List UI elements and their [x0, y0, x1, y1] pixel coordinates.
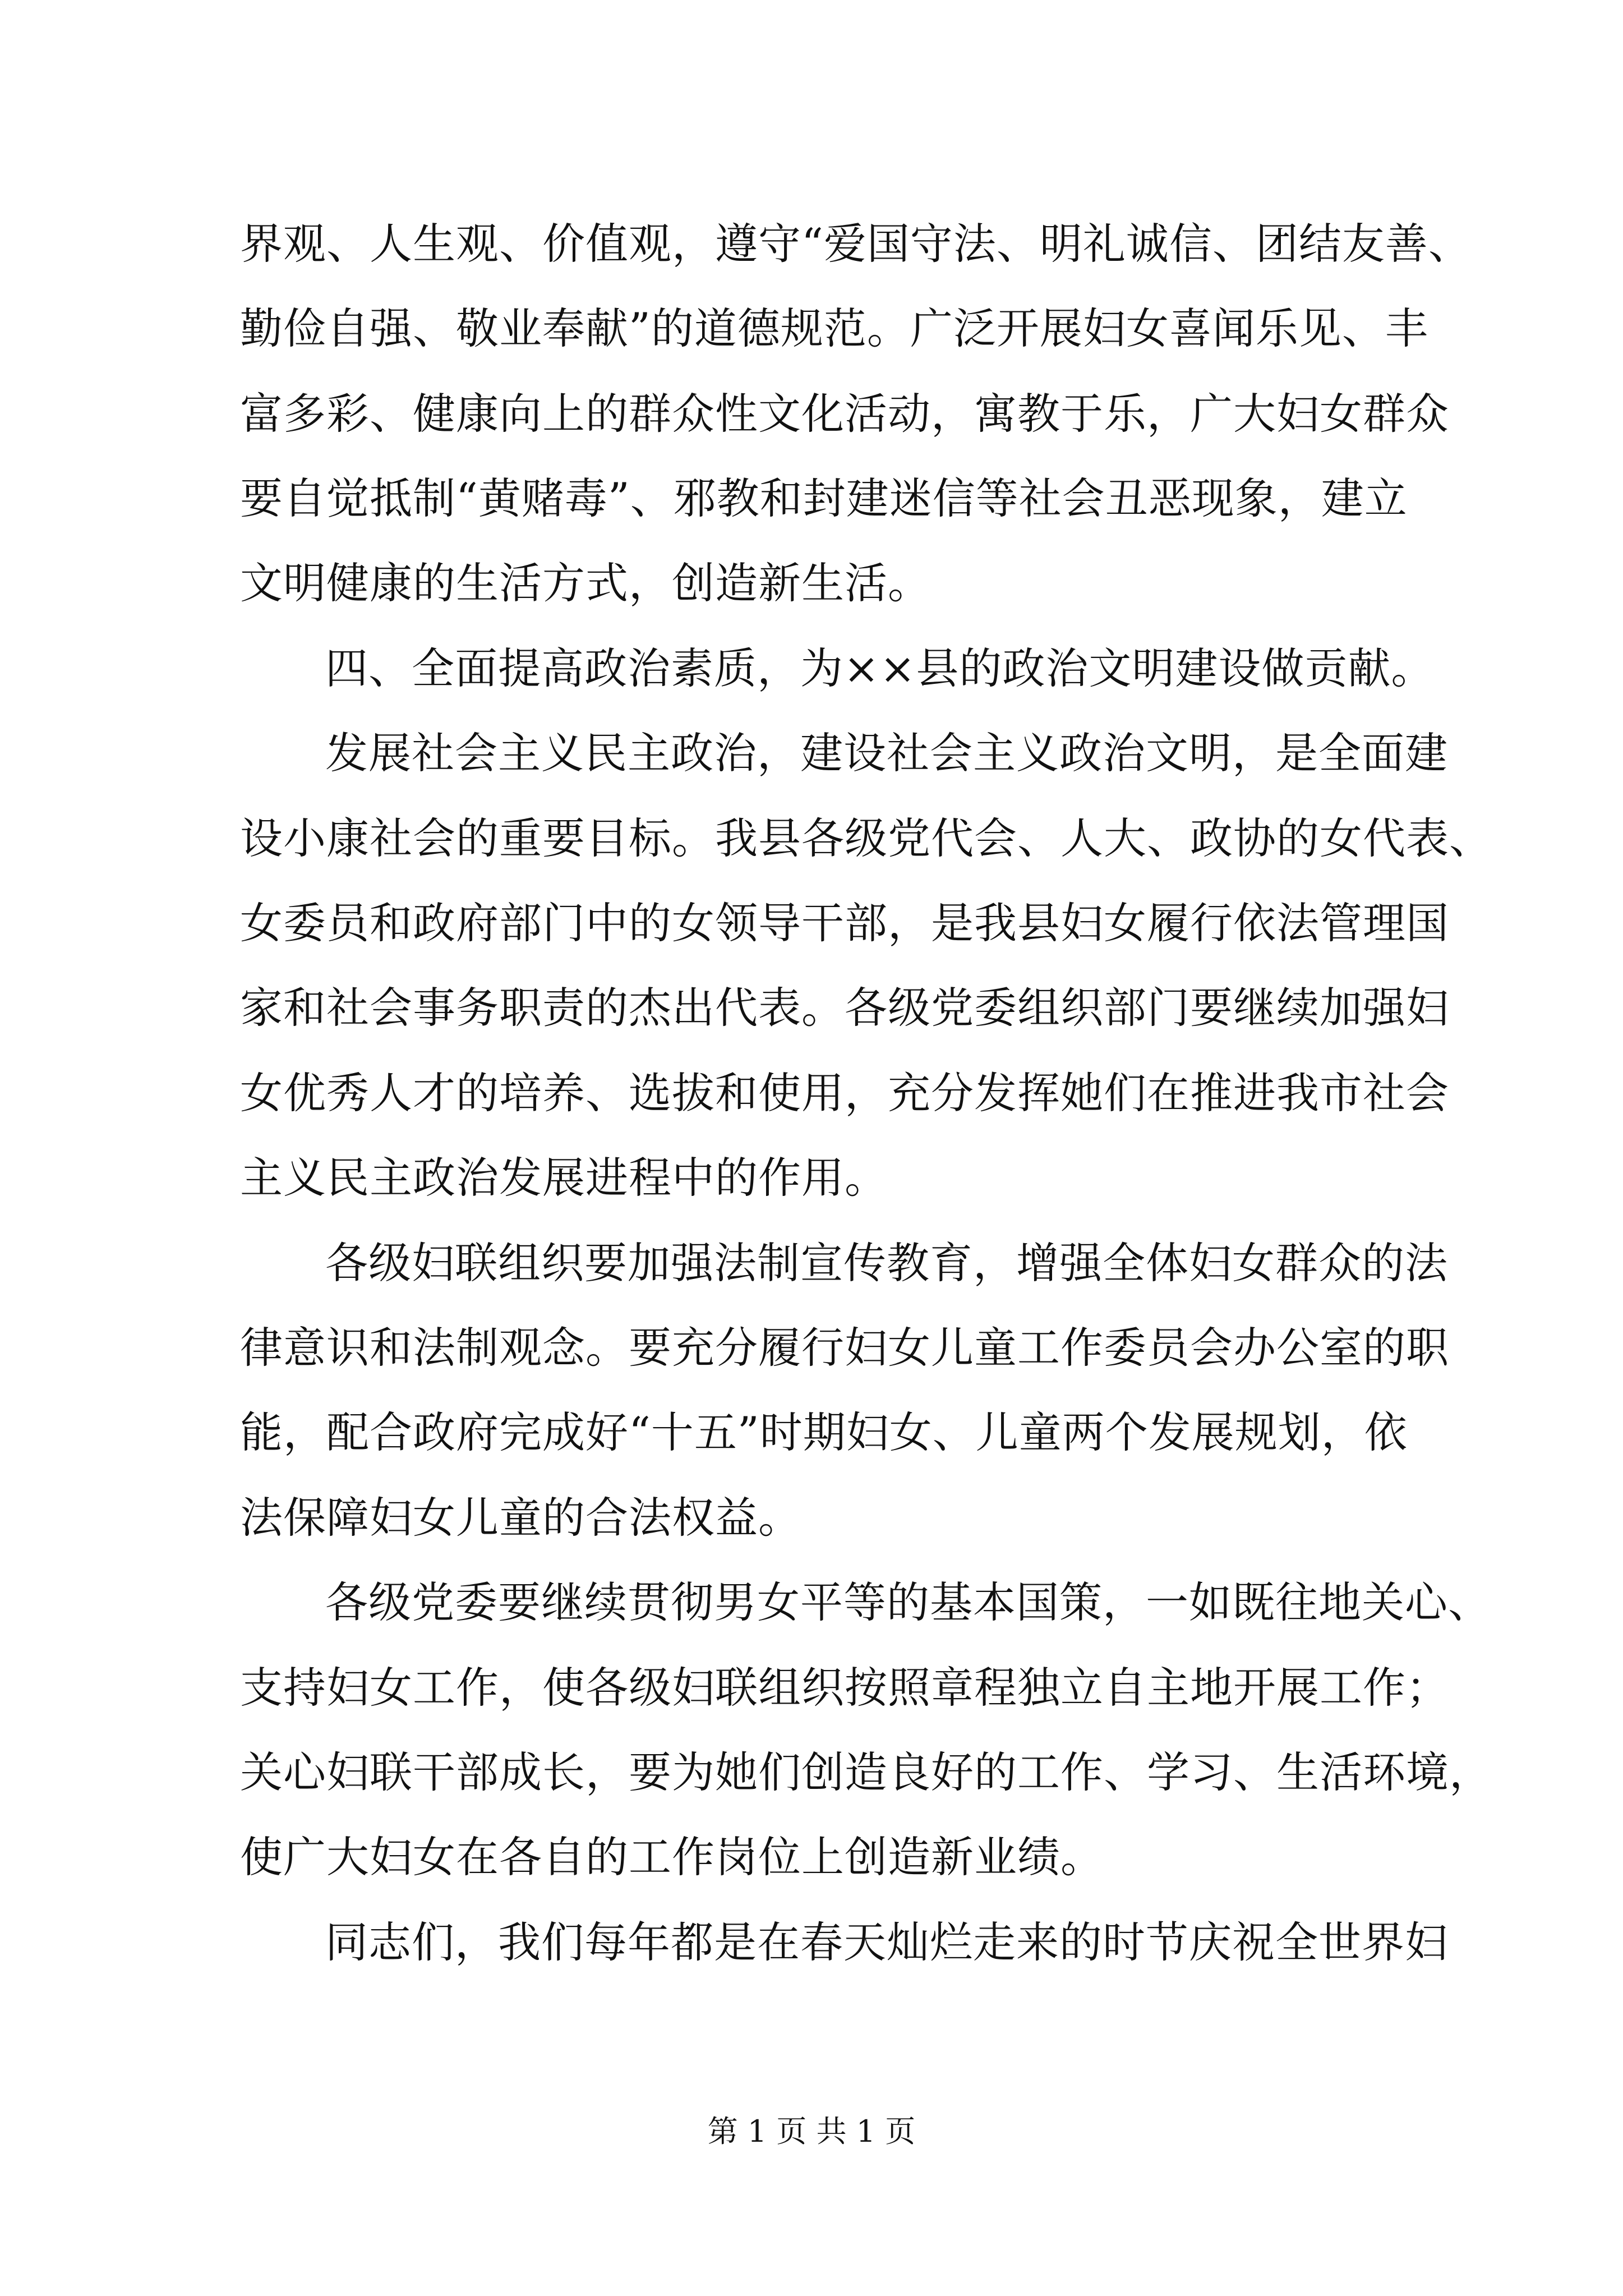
- body-line-8: 设小康社会的重要目标。我县各级党代会、人大、政协的女代表、: [240, 813, 1492, 863]
- body-line-4: 要自觉抵制“黄赌毒”、邪教和封建迷信等社会丑恶现象，建立: [240, 473, 1408, 523]
- body-line-10: 家和社会事务职责的杰出代表。各级党委组织部门要继续加强妇: [240, 983, 1449, 1033]
- page-footer: 第 1 页 共 1 页: [707, 2114, 916, 2149]
- body-line-14: 律意识和法制观念。要充分履行妇女儿童工作委员会办公室的职: [240, 1323, 1449, 1373]
- body-line-9: 女委员和政府部门中的女领导干部，是我县妇女履行依法管理国: [240, 898, 1449, 948]
- body-line-20: 使广大妇女在各自的工作岗位上创造新业绩。: [240, 1832, 1104, 1882]
- body-line-16: 法保障妇女儿童的合法权益。: [240, 1493, 801, 1543]
- body-line-2: 勤俭自强、敬业奉献”的道德规范。广泛开展妇女喜闻乐见、丰: [240, 303, 1428, 353]
- body-line-11: 女优秀人才的培养、选拔和使用，充分发挥她们在推进我市社会: [240, 1068, 1449, 1118]
- body-line-19: 关心妇联干部成长，要为她们创造良好的工作、学习、生活环境，: [240, 1747, 1492, 1797]
- body-line-3: 富多彩、健康向上的群众性文化活动，寓教于乐，广大妇女群众: [240, 389, 1449, 439]
- section-heading: 四、全面提高政治素质，为××县的政治文明建设做贡献。: [325, 643, 1435, 693]
- body-line-12: 主义民主政治发展进程中的作用。: [240, 1153, 888, 1203]
- body-line-7: 发展社会主义民主政治，建设社会主义政治文明，是全面建: [325, 728, 1448, 778]
- body-line-5: 文明健康的生活方式，创造新生活。: [240, 558, 931, 608]
- body-line-1: 界观、人生观、价值观，遵守“爱国守法、明礼诚信、团结友善、: [240, 219, 1472, 269]
- body-line-13: 各级妇联组织要加强法制宣传教育，增强全体妇女群众的法: [325, 1238, 1448, 1288]
- body-line-15: 能，配合政府完成好“十五”时期妇女、儿童两个发展规划，依: [240, 1407, 1408, 1457]
- body-line-18: 支持妇女工作，使各级妇联组织按照章程独立自主地开展工作；: [240, 1663, 1449, 1713]
- body-line-17: 各级党委要继续贯彻男女平等的基本国策，一如既往地关心、: [325, 1577, 1491, 1627]
- body-line-21: 同志们，我们每年都是在春天灿烂走来的时节庆祝全世界妇: [325, 1917, 1448, 1967]
